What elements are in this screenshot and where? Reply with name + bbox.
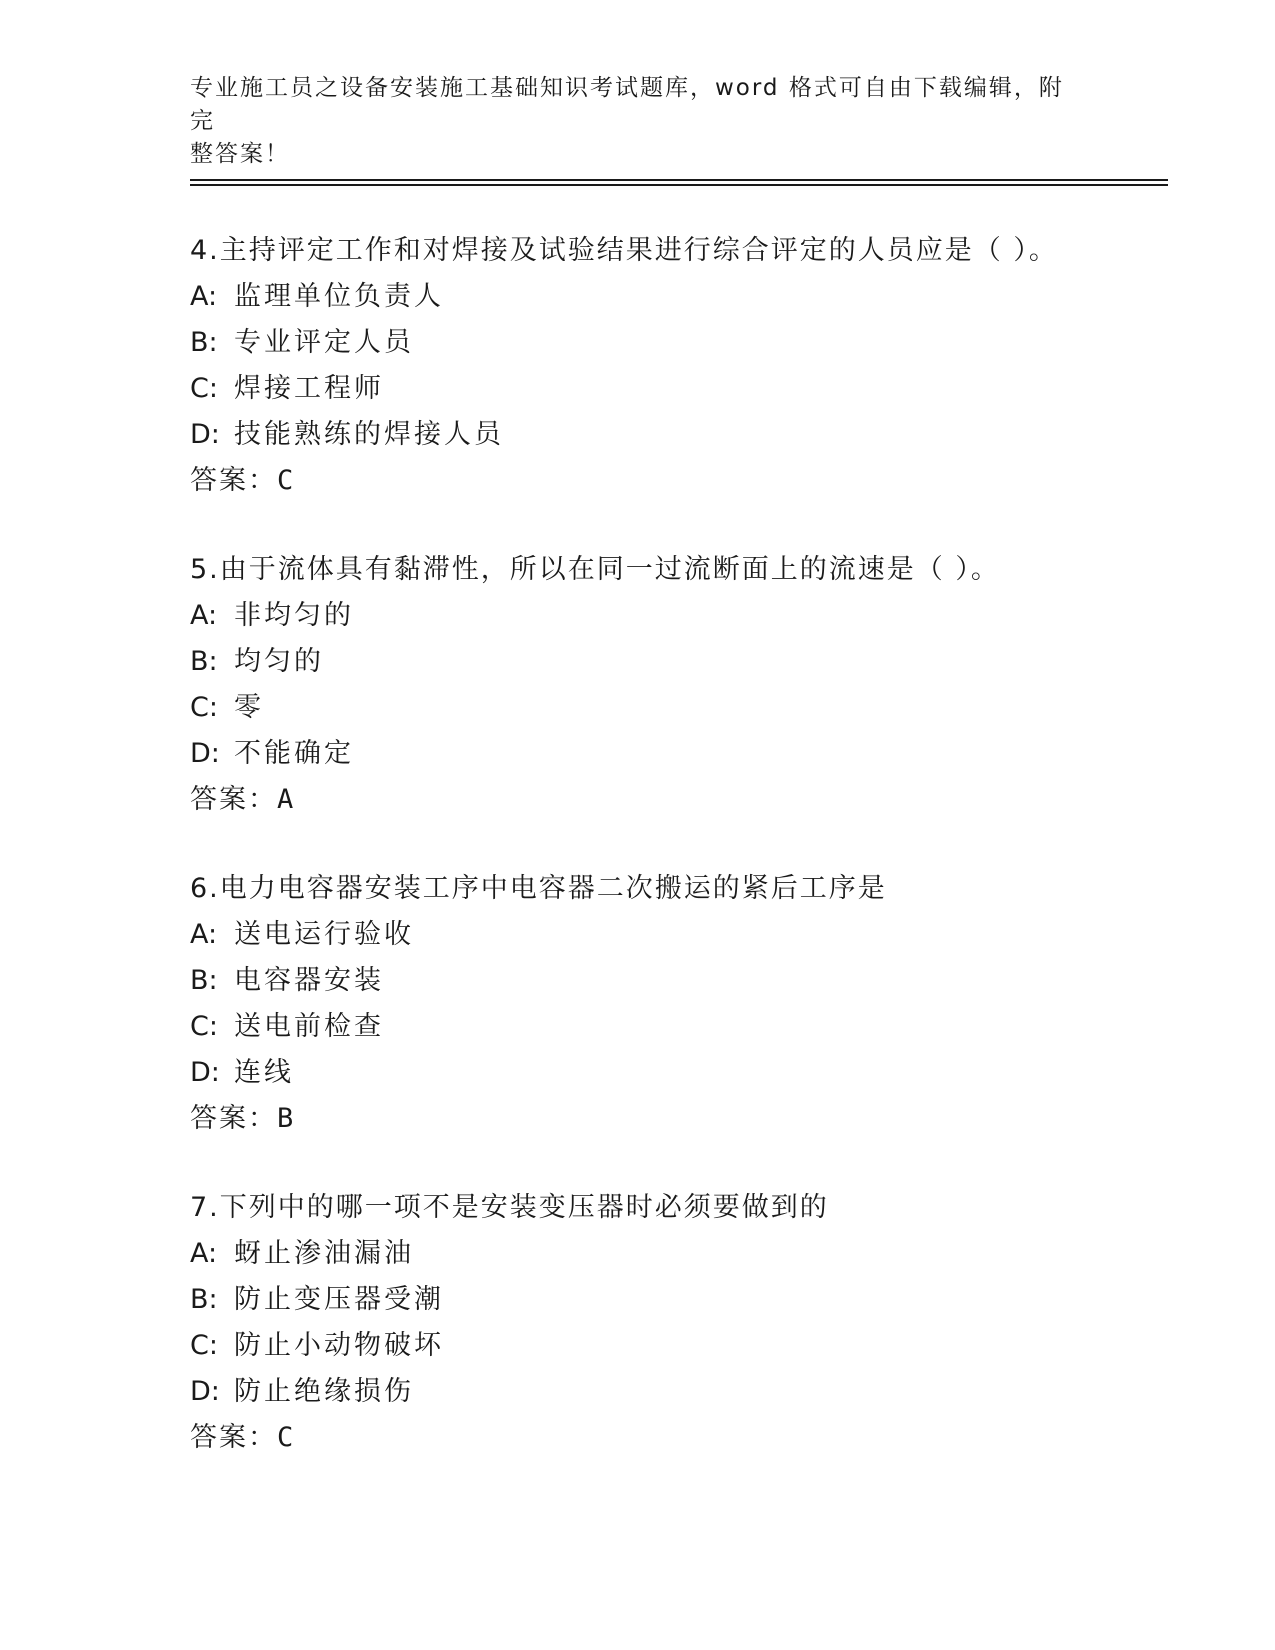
option-text: 均匀的 <box>234 646 324 677</box>
option-a <box>190 1237 1150 1283</box>
header-line-1: 专业施工员之设备安装施工基础知识考试题库，word 格式可自由下载编辑，附完 <box>190 75 1064 134</box>
option-d <box>190 737 1150 783</box>
option-label: D: <box>190 1376 220 1407</box>
option-label: D: <box>190 1057 220 1088</box>
answer-value: A <box>277 784 294 815</box>
option-b <box>190 1283 1150 1329</box>
option-c <box>190 372 1150 418</box>
question-stem: 7.下列中的哪一项不是安装变压器时必须要做到的 <box>190 1192 829 1223</box>
option-text: 送电前检查 <box>234 1011 384 1042</box>
answer-line <box>190 464 1150 510</box>
option-b <box>190 964 1150 1010</box>
option-b <box>190 645 1150 691</box>
option-text: 连线 <box>234 1057 294 1088</box>
question-5 <box>190 553 1150 829</box>
question-4 <box>190 234 1150 510</box>
answer-value: C <box>277 465 294 496</box>
option-text: 技能熟练的焊接人员 <box>234 419 504 450</box>
option-a <box>190 599 1150 645</box>
option-d <box>190 1056 1150 1102</box>
option-label: B: <box>190 646 218 677</box>
document-header <box>190 72 1070 171</box>
option-text: 不能确定 <box>234 738 354 769</box>
option-label: A: <box>190 281 218 312</box>
option-label: B: <box>190 1284 218 1315</box>
answer-value: B <box>277 1103 294 1134</box>
question-stem: 4.主持评定工作和对焊接及试验结果进行综合评定的人员应是（ ）。 <box>190 235 1058 266</box>
option-label: A: <box>190 600 218 631</box>
answer-line <box>190 1421 1150 1467</box>
option-label: A: <box>190 919 218 950</box>
answer-label: 答案： <box>190 784 277 815</box>
option-text: 防止变压器受潮 <box>234 1284 444 1315</box>
option-label: A: <box>190 1238 218 1269</box>
answer-line <box>190 1102 1150 1148</box>
answer-label: 答案： <box>190 1422 277 1453</box>
option-text: 焊接工程师 <box>234 373 384 404</box>
option-c <box>190 1329 1150 1375</box>
question-stem: 5.由于流体具有黏滞性，所以在同一过流断面上的流速是（ ）。 <box>190 554 1000 585</box>
question-7 <box>190 1191 1150 1467</box>
answer-label: 答案： <box>190 465 277 496</box>
option-text: 专业评定人员 <box>234 327 414 358</box>
answer-label: 答案： <box>190 1103 277 1134</box>
option-label: D: <box>190 419 220 450</box>
option-text: 电容器安装 <box>234 965 384 996</box>
option-d <box>190 1375 1150 1421</box>
option-label: C: <box>190 1011 218 1042</box>
option-text: 监理单位负责人 <box>234 281 444 312</box>
option-a <box>190 918 1150 964</box>
option-text: 蚜止渗油漏油 <box>234 1238 414 1269</box>
answer-value: C <box>277 1422 294 1453</box>
option-b <box>190 326 1150 372</box>
option-text: 防止小动物破坏 <box>234 1330 444 1361</box>
option-text: 零 <box>234 692 264 723</box>
option-label: B: <box>190 327 218 358</box>
option-c <box>190 1010 1150 1056</box>
question-6 <box>190 872 1150 1148</box>
question-stem: 6.电力电容器安装工序中电容器二次搬运的紧后工序是 <box>190 873 887 904</box>
answer-line <box>190 783 1150 829</box>
header-line-2: 整答案！ <box>190 141 290 167</box>
option-label: B: <box>190 965 218 996</box>
option-label: C: <box>190 692 218 723</box>
option-c <box>190 691 1150 737</box>
option-label: C: <box>190 1330 218 1361</box>
option-label: C: <box>190 373 218 404</box>
option-a <box>190 280 1150 326</box>
option-text: 送电运行验收 <box>234 919 414 950</box>
header-divider-bottom <box>190 184 1168 186</box>
option-text: 防止绝缘损伤 <box>234 1376 414 1407</box>
header-divider-top <box>190 179 1168 181</box>
option-label: D: <box>190 738 220 769</box>
option-d <box>190 418 1150 464</box>
option-text: 非均匀的 <box>234 600 354 631</box>
